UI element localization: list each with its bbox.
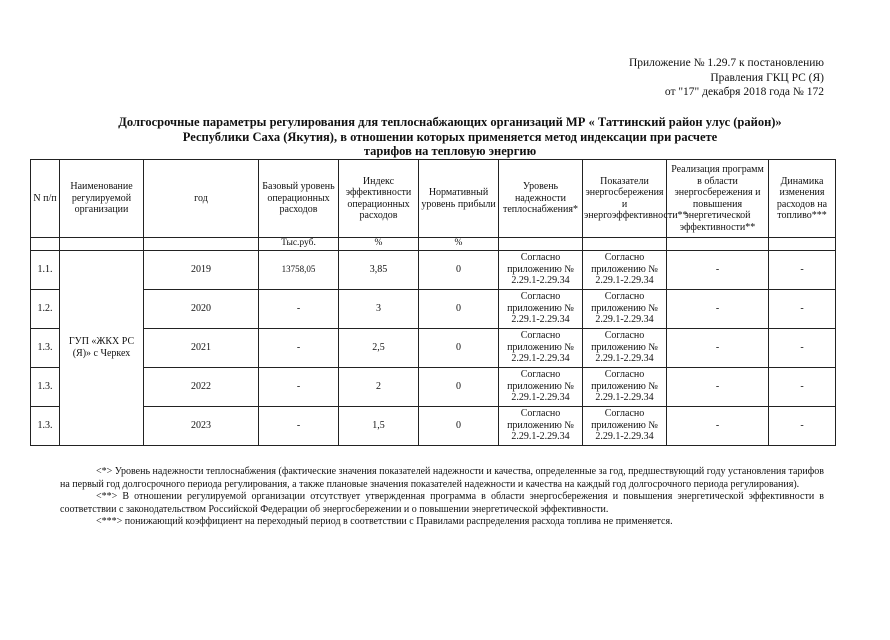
row-year: 2019 bbox=[144, 250, 259, 289]
row-base: - bbox=[259, 367, 339, 406]
row-programs: - bbox=[667, 289, 769, 328]
row-profit: 0 bbox=[419, 406, 499, 445]
header-index: Индекс эффективности операционных расходов bbox=[339, 160, 419, 238]
row-fuel: - bbox=[769, 328, 836, 367]
row-fuel: - bbox=[769, 250, 836, 289]
row-base: 13758,05 bbox=[259, 250, 339, 289]
row-programs: - bbox=[667, 367, 769, 406]
row-year: 2023 bbox=[144, 406, 259, 445]
footnote-2: <**> В отношении регулируемой организации отсутствует утвержденная программа в области энергосбережения и повышения энергетической эффективности в соответствии с законодательством Российской Федерации об энергосбережении и о повышении энергетической эффективности. bbox=[60, 491, 824, 515]
header-year: год bbox=[144, 160, 259, 238]
row-fuel: - bbox=[769, 406, 836, 445]
unit-cell bbox=[769, 238, 836, 251]
organization-name: ГУП «ЖКХ РС (Я)» с Черкех bbox=[60, 250, 144, 445]
row-index: 3,85 bbox=[339, 250, 419, 289]
unit-base: Тыс.руб. bbox=[259, 238, 339, 251]
row-index: 3 bbox=[339, 289, 419, 328]
title-line-2: Республики Саха (Якутия), в отношении которых применяется метод индексации при расчете bbox=[182, 129, 718, 144]
row-base: - bbox=[259, 328, 339, 367]
header-reliability: Уровень надежности теплоснабжения* bbox=[499, 160, 583, 238]
row-reliability: Согласно приложению № 2.29.1-2.29.34 bbox=[499, 328, 583, 367]
unit-profit: % bbox=[419, 238, 499, 251]
row-num: 1.1. bbox=[31, 250, 60, 289]
unit-cell bbox=[144, 238, 259, 251]
unit-cell bbox=[583, 238, 667, 251]
header-num: N п/п bbox=[31, 160, 60, 238]
row-reliability: Согласно приложению № 2.29.1-2.29.34 bbox=[499, 367, 583, 406]
row-fuel: - bbox=[769, 367, 836, 406]
appendix-line-1: Приложение № 1.29.7 к постановлению bbox=[628, 57, 824, 69]
row-num: 1.3. bbox=[31, 406, 60, 445]
table-row bbox=[31, 289, 836, 328]
row-energy: Согласно приложению № 2.29.1-2.29.34 bbox=[583, 406, 667, 445]
row-year: 2021 bbox=[144, 328, 259, 367]
units-row bbox=[31, 238, 836, 251]
row-profit: 0 bbox=[419, 367, 499, 406]
row-reliability: Согласно приложению № 2.29.1-2.29.34 bbox=[499, 289, 583, 328]
table-header-row bbox=[31, 160, 836, 238]
document-title bbox=[80, 115, 820, 159]
row-energy: Согласно приложению № 2.29.1-2.29.34 bbox=[583, 250, 667, 289]
footnote-3: <***> понижающий коэффициент на переходный период в соответствии с Правилами распределения расхода топлива не применяется. bbox=[96, 516, 673, 527]
footnote-1: <*> Уровень надежности теплоснабжения (фактические значения показателей надежности и качества, определенные за год, предшествующий году установления тарифов на первый год долгосрочного периода регулирования, а также плановые значения показателей надежности и качества на каждый год долгосрочного периода регулирования). bbox=[60, 466, 824, 490]
row-index: 2,5 bbox=[339, 328, 419, 367]
row-fuel: - bbox=[769, 289, 836, 328]
unit-cell bbox=[31, 238, 60, 251]
row-year: 2022 bbox=[144, 367, 259, 406]
header-org: Наименование регулируемой организации bbox=[60, 160, 144, 238]
unit-cell bbox=[667, 238, 769, 251]
row-num: 1.3. bbox=[31, 367, 60, 406]
row-num: 1.3. bbox=[31, 328, 60, 367]
title-line-1: Долгосрочные параметры регулирования для теплоснабжающих организаций МР « Таттинский район улус (район)» bbox=[118, 115, 782, 129]
row-energy: Согласно приложению № 2.29.1-2.29.34 bbox=[583, 367, 667, 406]
table-row bbox=[31, 367, 836, 406]
row-reliability: Согласно приложению № 2.29.1-2.29.34 bbox=[499, 250, 583, 289]
row-programs: - bbox=[667, 250, 769, 289]
row-base: - bbox=[259, 406, 339, 445]
table-row bbox=[31, 328, 836, 367]
title-line-3: тарифов на тепловую энергию bbox=[363, 144, 537, 158]
unit-cell bbox=[499, 238, 583, 251]
header-profit: Нормативный уровень прибыли bbox=[419, 160, 499, 238]
row-index: 2 bbox=[339, 367, 419, 406]
row-programs: - bbox=[667, 328, 769, 367]
header-fuel: Динамика изменения расходов на топливо*** bbox=[769, 160, 836, 238]
row-energy: Согласно приложению № 2.29.1-2.29.34 bbox=[583, 328, 667, 367]
row-programs: - bbox=[667, 406, 769, 445]
row-year: 2020 bbox=[144, 289, 259, 328]
header-programs: Реализация программ в области энергосбережения и повышения энергетической эффективности** bbox=[667, 160, 769, 238]
row-profit: 0 bbox=[419, 328, 499, 367]
appendix-line-3: от "17" декабря 2018 года № 172 bbox=[664, 86, 824, 98]
table-row bbox=[31, 406, 836, 445]
row-index: 1,5 bbox=[339, 406, 419, 445]
appendix-line-2: Правления ГКЦ РС (Я) bbox=[710, 71, 824, 84]
row-profit: 0 bbox=[419, 289, 499, 328]
row-energy: Согласно приложению № 2.29.1-2.29.34 bbox=[583, 289, 667, 328]
table-row bbox=[31, 250, 836, 289]
header-base: Базовый уровень операционных расходов bbox=[259, 160, 339, 238]
appendix-reference bbox=[524, 56, 824, 100]
row-base: - bbox=[259, 289, 339, 328]
parameters-table bbox=[30, 159, 836, 446]
footnotes bbox=[60, 466, 824, 529]
header-energy: Показатели энергосбережения и энергоэффективности** bbox=[583, 160, 667, 238]
unit-index: % bbox=[339, 238, 419, 251]
unit-cell bbox=[60, 238, 144, 251]
row-reliability: Согласно приложению № 2.29.1-2.29.34 bbox=[499, 406, 583, 445]
row-num: 1.2. bbox=[31, 289, 60, 328]
row-profit: 0 bbox=[419, 250, 499, 289]
